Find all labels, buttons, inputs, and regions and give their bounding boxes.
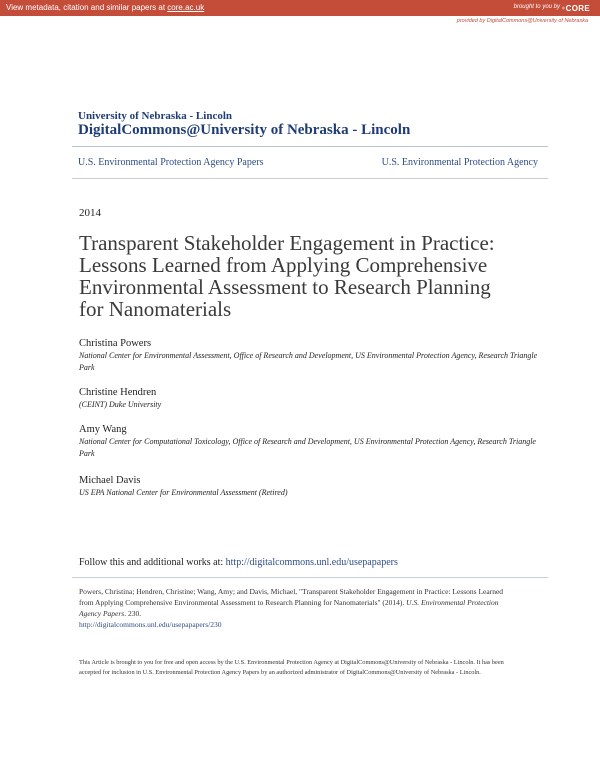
author-name: Amy Wang <box>79 424 127 435</box>
header-divider <box>72 146 548 147</box>
author-affiliation: (CEINT) Duke University <box>79 400 162 409</box>
repository-name[interactable]: DigitalCommons@University of Nebraska - Lincoln <box>78 122 411 138</box>
author-affiliation: National Center for Environmental Assessment, Office of Research and Development, US Environmental Protection Agency, Research Triangle Park <box>79 351 538 372</box>
core-logo-icon <box>562 4 565 12</box>
author-name: Christine Hendren <box>79 387 157 398</box>
author-affiliation: National Center for Computational Toxicology, Office of Research and Development, US Environmental Protection Agency, Research Triangle Park <box>79 437 536 458</box>
author-block <box>79 386 539 411</box>
provided-by-label: provided by DigitalCommons@University of Nebraska <box>456 18 588 24</box>
follow-label: Follow this and additional works at: <box>79 557 226 568</box>
core-banner-strip <box>0 0 600 16</box>
follow-line <box>79 557 398 568</box>
footer-divider <box>72 577 548 578</box>
recommended-citation <box>79 586 519 630</box>
core-brand: CORE <box>565 3 590 13</box>
follow-link[interactable]: http://digitalcommons.unl.edu/usepapapers <box>225 557 398 568</box>
author-name: Christina Powers <box>79 338 152 349</box>
core-logo[interactable] <box>562 2 590 14</box>
author-block <box>79 423 539 460</box>
citation-url[interactable]: http://digitalcommons.unl.edu/usepapapers/230 <box>79 620 222 629</box>
citation-number: . 230. <box>124 609 142 618</box>
citation-text: Powers, Christina; Hendren, Christine; Wang, Amy; and Davis, Michael, "Transparent Stakeholder Engagement in Practice: Lessons Learned from Applying Comprehensive Environmental Assessment to Research Planning for Nanomaterials" (2014). <box>79 587 504 607</box>
agency-link[interactable]: U.S. Environmental Protection Agency <box>381 157 538 168</box>
author-block <box>79 337 539 374</box>
author-name: Michael Davis <box>79 475 141 486</box>
article-title: Transparent Stakeholder Engagement in Practice: Lessons Learned from Applying Comprehensive Environmental Assessment to Research Planning for Nanomaterials <box>79 231 495 321</box>
publication-year: 2014 <box>79 207 101 219</box>
core-banner <box>0 0 600 28</box>
author-affiliation: US EPA National Center for Environmental Assessment (Retired) <box>79 488 288 497</box>
core-metadata-link[interactable]: View metadata, citation and similar papers at core.ac.uk <box>6 3 205 12</box>
university-name[interactable]: University of Nebraska - Lincoln <box>78 110 232 122</box>
access-notice: This Article is brought to you for free and open access by the U.S. Environmental Protection Agency at DigitalCommons@University of Nebraska - Lincoln. It has been accepted for inclusion in U.S. Environmental Protection Agency Papers by an authorized administrator of DigitalCommons@University of Nebraska - Lincoln. <box>79 659 504 676</box>
core-domain-link[interactable]: core.ac.uk <box>167 3 205 12</box>
nav-divider <box>72 178 548 179</box>
brought-to-you-label: brought to you by <box>513 4 560 10</box>
author-block <box>79 474 539 499</box>
series-link[interactable]: U.S. Environmental Protection Agency Papers <box>78 157 264 168</box>
citation-series: U.S. Environmental Protection Agency Papers <box>79 598 499 618</box>
